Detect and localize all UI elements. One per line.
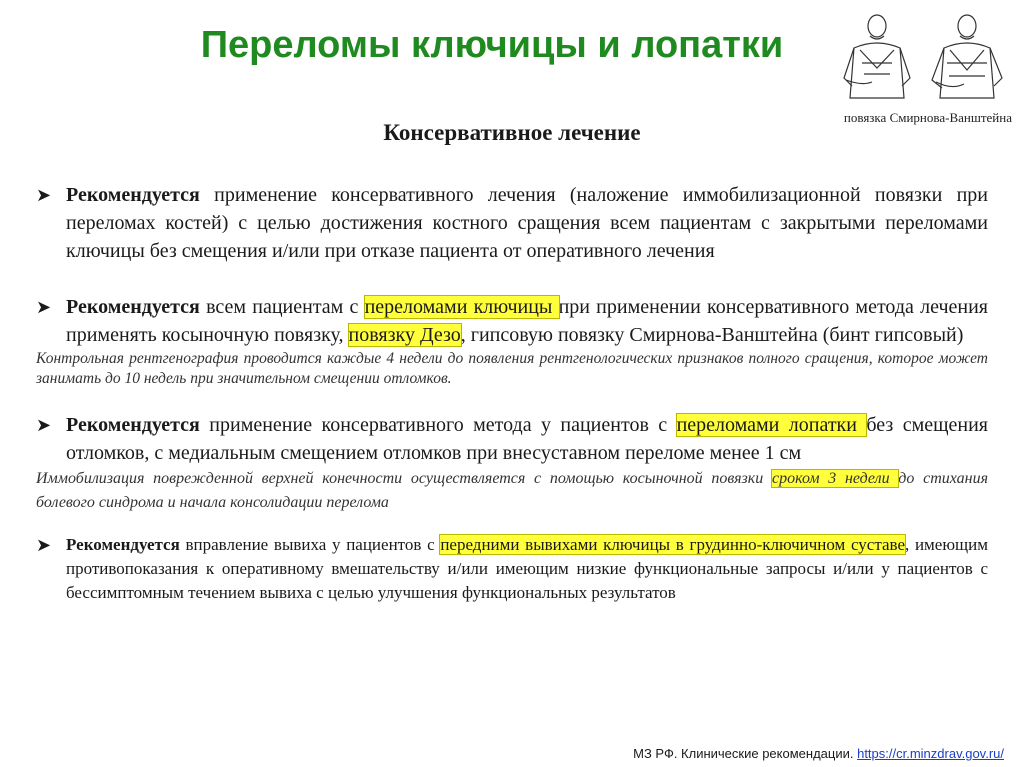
list-item: ➤ Рекомендуется вправление вывиха у пациентов с передними вывихами ключицы в грудинно-ключичном суставе, имеющим противопоказания к оперативному вмешательству и/или имеющим низкие функциональные запросы и/или у пациентов с бессимптомным течением вывиха с целью улучшения функциональных результатов	[36, 533, 988, 605]
highlight: передними вывихами ключицы в грудинно-ключичном суставе	[440, 535, 906, 554]
figure-caption: повязка Смирнова-Ванштейна	[843, 110, 1012, 125]
keyword: Рекомендуется	[66, 184, 200, 206]
highlight: повязку Дезо	[348, 324, 461, 346]
arrow-bullet-icon: ➤	[36, 185, 52, 205]
note-text: Контрольная рентгенография проводится каждые 4 недели до появления рентгенологических признаков полного сращения, которое может занимать до 10 недель при значительном смещении отломков.	[36, 350, 988, 387]
item-text: применение консервативного лечения (наложение иммобилизационной повязки при переломах костей) с целью достижения костного сращения всем пациентам с закрытыми переломами ключицы без смещения и/или при отказе пациента от оперативного лечения	[66, 184, 988, 262]
highlight: переломами ключицы	[364, 296, 559, 318]
section-subtitle: Консервативное лечение	[383, 120, 641, 145]
footer-source: МЗ РФ. Клинические рекомендации. https://cr.minzdrav.gov.ru/	[633, 746, 1004, 761]
arrow-bullet-icon: ➤	[36, 297, 52, 317]
keyword: Рекомендуется	[66, 296, 200, 318]
highlight: переломами лопатки	[676, 414, 867, 436]
list-item: ➤ Рекомендуется применение консервативного метода у пациентов с переломами лопатки без смещения отломков, с медиальным смещением отломков при внесуставном переломе менее 1 см	[36, 411, 988, 467]
arrow-bullet-icon: ➤	[36, 535, 52, 555]
bandage-illustration	[832, 8, 1018, 108]
list-item	[36, 181, 988, 265]
recommendations-list	[36, 181, 988, 605]
list-item: ➤ Рекомендуется всем пациентам с переломами ключицы при применении консервативного метода лечения применять косыночную повязку, повязку Дезо, гипсовую повязку Смирнова-Ванштейна (бинт гипсовый)	[36, 293, 988, 349]
page-title: Переломы ключицы и лопатки	[200, 24, 784, 66]
keyword: Рекомендуется	[66, 414, 200, 436]
source-link[interactable]: https://cr.minzdrav.gov.ru/	[857, 746, 1004, 761]
note-text: Иммобилизация поврежденной верхней конечности осуществляется с помощью косыночной повязки сроком 3 недели до стихания болевого синдрома и начала консолидации перелома	[36, 470, 989, 511]
highlight: сроком 3 недели	[772, 470, 899, 487]
keyword: Рекомендуется	[66, 535, 180, 554]
arrow-bullet-icon: ➤	[36, 415, 52, 435]
